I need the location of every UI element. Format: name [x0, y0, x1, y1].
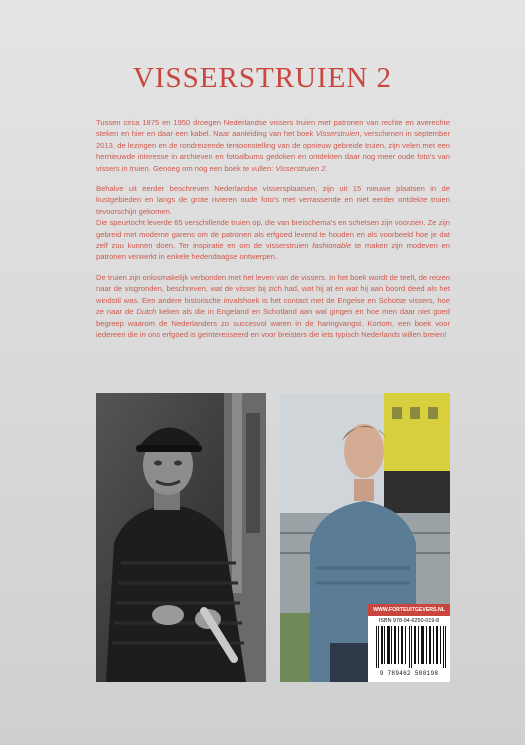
- historic-fisherman-photo: [96, 393, 266, 682]
- barcode-digits: 9 789462 500198: [379, 670, 439, 677]
- blurb-text-run: keken als die in Engeland en Schotland aan wal gingen en hoe men daar niet goed begreep waarom de Nederlanders zo succesvol waren in de haringvangst. Kortom, een boek voor iedereen die in ons erfgoed is geïnteresseerd en voor breisters die iets typisch Nederlands willen breien!: [96, 307, 450, 339]
- blurb-text: [96, 117, 450, 349]
- book-reference-italic: Visserstruien 2: [275, 163, 326, 173]
- blurb-paragraph-2: [96, 183, 450, 217]
- book-reference-italic: Visserstruien: [315, 129, 360, 139]
- blurb-text-run: Die speurtocht leverde 65 verschillende truien op, die van breischema's en schetsen zijn voorzien. Ze zijn gebreid met moderne garens om de patronen als erfgoed levend te houden en als voorbeeld hoe je dat zelf zou kunnen doen. Ter inspiratie en om de visserstruien: [96, 218, 450, 251]
- publisher-url: WWW.FORTEUITGEVERS.NL: [368, 604, 450, 616]
- blurb-italic-word: fashionable: [312, 241, 352, 251]
- barcode-block: [368, 604, 450, 682]
- blurb-text-run: De truien zijn onlosmakelijk verbonden met het leven van de vissers. In het boek wordt de teelt, de reizen naar de visgronden, beschreven, wat de visser bij zich had, wat hij at en wat hij aan boord deed als het windstil was. Een andere historische invalshoek is het contact met de Engelse en Schotse vissers, hoe ze naar de: [96, 272, 450, 317]
- blurb-paragraph-1: [96, 117, 450, 174]
- blurb-text-run: Tussen circa 1875 en 1950 droegen Nederlandse vissers truien met patronen van rechte en averechte steken en hier en daar een kabel. Naar aanleiding van het boek: [96, 118, 450, 139]
- barcode-icon: [376, 626, 446, 668]
- blurb-text-run: , verschenen in september 2013, de lezingen en de rondreizende tentoonstelling van de opnieuw gebreide truien, zijn velen met een hernieuwde interesse in archieven en fotoalbums gedoken en ontdekten daar nog meer oude foto's van vissers in truien. Genoeg om nog een boek te vullen:: [96, 129, 450, 173]
- book-title: VISSERSTRUIEN 2: [132, 62, 393, 94]
- blurb-italic-word: Dutch: [136, 307, 157, 317]
- isbn-label: ISBN 978-94-6250-019-8: [378, 618, 440, 624]
- blurb-paragraph-2b: [96, 217, 450, 263]
- blurb-paragraph-3: [96, 272, 450, 340]
- blurb-text-run: te maken zijn modeven en patronen verwerkt in enkele hedendaagse ontwerpen.: [96, 241, 450, 262]
- blurb-text-run: Behalve uit eerder beschreven Nederlandse vissersplaatsen, zijn uit 15 nieuwe plaatsen in de kustgebieden en langs de grote rivieren oude foto's met verrassende en niet eerder ontdekte truien tevoorschijn gekomen.: [96, 184, 450, 216]
- blurb-text-run: .: [325, 163, 328, 173]
